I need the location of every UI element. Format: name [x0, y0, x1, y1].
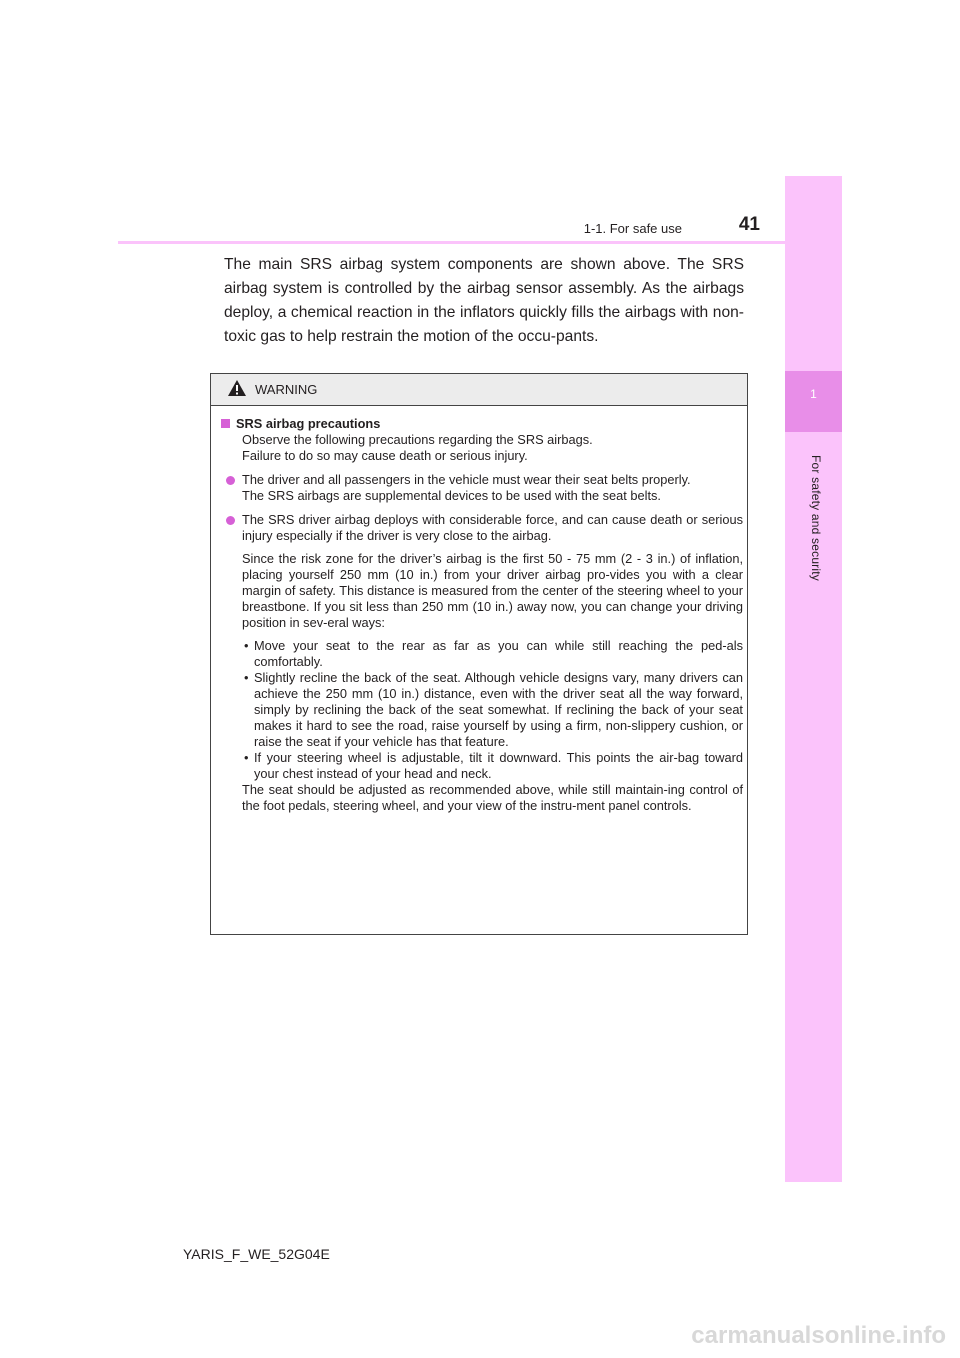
precaution-item-1-note: The SRS airbags are supplemental devices to be used with the seat belts. [242, 488, 661, 503]
header-section: 1-1. For safe use [583, 221, 682, 236]
lead-line-1: Observe the following precautions regarding the SRS airbags. [242, 432, 593, 447]
bullet-item [221, 638, 743, 670]
bullet-item [221, 750, 743, 782]
bullet-text: If your steering wheel is adjustable, tilt it downward. This points the air-bag toward your chest instead of your head and neck. [254, 750, 743, 781]
warning-header [211, 374, 747, 406]
circle-bullet-icon [226, 516, 235, 525]
warning-title: WARNING [255, 382, 318, 397]
warning-triangle-icon [227, 379, 247, 397]
bullet-text: Slightly recline the back of the seat. Although vehicle designs vary, many drivers can achieve the 250 mm (10 in.) distance, even with the driver seat all the way forward, simply by reclining the back of the seat somewhat. If reclining the back of your seat makes it hard to see the road, raise yourself by using a firm, non-slippery cushion, or raise the seat if your vehicle has that feature. [254, 670, 743, 749]
precaution-item-2 [221, 512, 743, 544]
precaution-item-2-text: The SRS driver airbag deploys with considerable force, and can cause death or serious injury especially if the driver is very close to the airbag. [242, 512, 743, 543]
intro-paragraph: The main SRS airbag system components are shown above. The SRS airbag system is controlled by the airbag sensor assembly. As the airbags deploy, a chemical reaction in the inflators quickly fills the airbags with non-toxic gas to help restrain the motion of the occu-pants. [224, 256, 744, 345]
section-title: SRS airbag precautions [236, 416, 381, 431]
bullet-dot: • [244, 670, 249, 685]
precaution-item-1-text: The driver and all passengers in the vehicle must wear their seat belts properly. [242, 472, 691, 487]
bullet-dot: • [244, 638, 249, 653]
warning-body [221, 416, 743, 814]
watermark-text: carmanualsonline.info [691, 1322, 946, 1349]
side-tab-label: For safety and security [809, 455, 823, 581]
lead-line-2: Failure to do so may cause death or serious injury. [242, 448, 528, 463]
square-marker-icon [221, 419, 230, 428]
section-heading [221, 416, 743, 432]
warning-box [210, 373, 748, 935]
bullet-dot: • [244, 750, 249, 765]
footer-document-code: YARIS_F_WE_52G04E [183, 1246, 330, 1262]
bullet-item [221, 670, 743, 750]
side-tab-number: 1 [810, 387, 817, 401]
closing-paragraph: The seat should be adjusted as recommended above, while still maintain-ing control of the foot pedals, steering wheel, and your view of the instru-ment panel controls. [242, 782, 743, 813]
page-number: 41 [738, 214, 760, 235]
bullet-list [221, 638, 743, 782]
header-rule [118, 241, 842, 244]
side-tab-strip [785, 176, 842, 1182]
side-tab-number-block [785, 371, 842, 432]
site-watermark-logo [608, 1318, 948, 1352]
precaution-item-1 [221, 472, 743, 504]
risk-zone-paragraph: Since the risk zone for the driver’s airbag is the first 50 - 75 mm (2 - 3 in.) of inflation, placing yourself 250 mm (10 in.) from your driver airbag pro-vides you with a clear margin of safety. This distance is measured from the center of the steering wheel to your breastbone. If you sit less than 250 mm (10 in.) away now, you can change your driving position in sev-eral ways: [242, 551, 743, 630]
bullet-text: Move your seat to the rear as far as you can while still reaching the ped-als comfortably. [254, 638, 743, 669]
circle-bullet-icon [226, 476, 235, 485]
